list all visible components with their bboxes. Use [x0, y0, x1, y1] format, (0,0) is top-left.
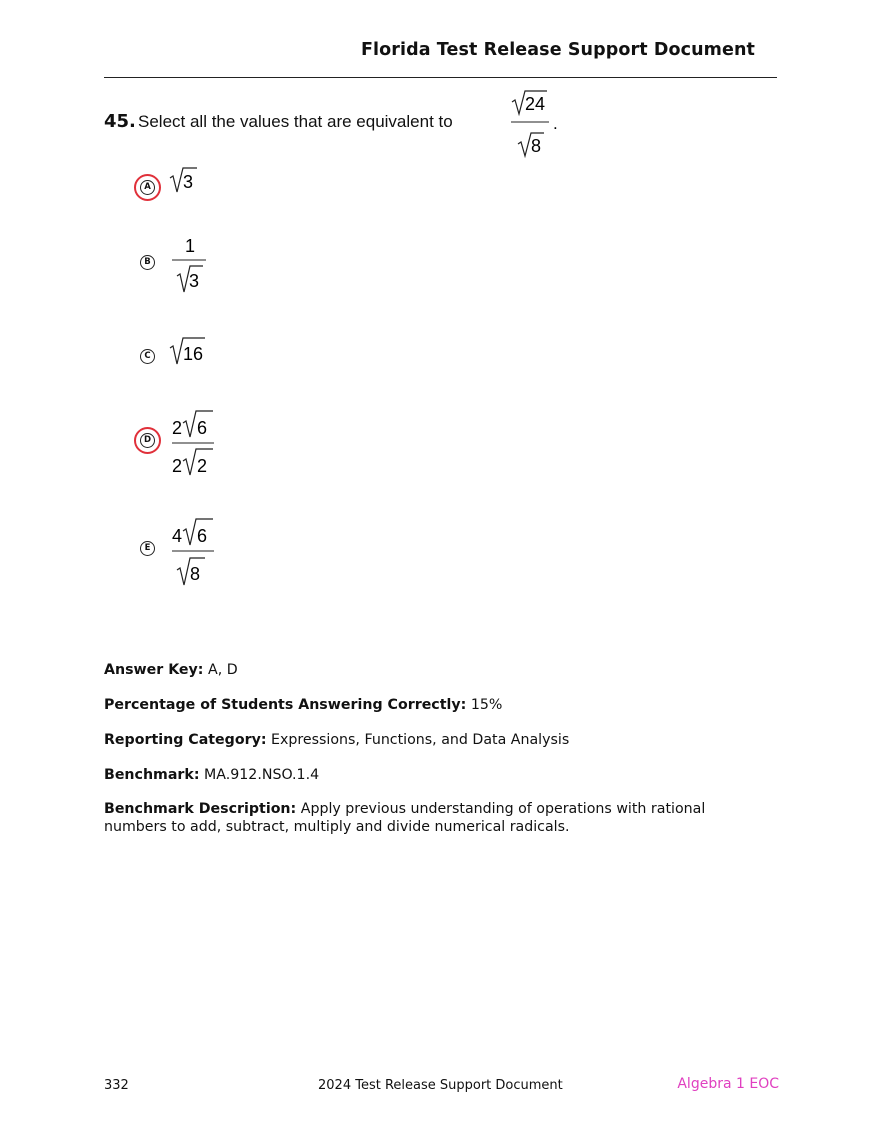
- svg-text:3: 3: [183, 172, 194, 192]
- option-b-bubble[interactable]: B: [140, 255, 155, 270]
- option-c-expression[interactable]: [168, 334, 218, 368]
- option-d-bubble[interactable]: D: [140, 433, 155, 448]
- svg-text:6: 6: [197, 418, 208, 438]
- answer-key-value: A, D: [208, 662, 238, 678]
- option-a-expression[interactable]: [168, 164, 208, 196]
- benchmark-value: MA.912.NSO.1.4: [204, 767, 320, 783]
- option-b-expression[interactable]: [168, 234, 212, 298]
- stem-denominator: 8: [531, 136, 542, 156]
- stem-expression: [508, 88, 568, 160]
- svg-text:3: 3: [189, 271, 200, 291]
- page-header-title: Florida Test Release Support Document: [360, 40, 755, 60]
- answer-key-label: Answer Key:: [104, 662, 204, 678]
- option-c-bubble[interactable]: C: [140, 349, 155, 364]
- svg-text:4: 4: [172, 526, 183, 546]
- description-value: Apply previous understanding of operations with rational numbers to add, subtract, multiply and divide numerical radicals.: [104, 801, 706, 835]
- answer-key: [104, 661, 238, 679]
- category-value: Expressions, Functions, and Data Analysis: [271, 732, 570, 748]
- header-divider: [104, 77, 777, 78]
- percent-label: Percentage of Students Answering Correctly:: [104, 697, 467, 713]
- page-number: 332: [104, 1078, 129, 1093]
- stem-period: .: [553, 114, 558, 133]
- svg-text:6: 6: [197, 526, 208, 546]
- footer-center-text: 2024 Test Release Support Document: [318, 1078, 563, 1093]
- footer-subject: Algebra 1 EOC: [677, 1076, 779, 1092]
- benchmark: [104, 766, 319, 784]
- description-label: Benchmark Description:: [104, 801, 297, 817]
- option-e-expression[interactable]: [168, 514, 220, 588]
- svg-text:2: 2: [197, 456, 208, 476]
- option-d-expression[interactable]: [168, 406, 220, 478]
- stem-numerator: 24: [525, 94, 546, 114]
- question-text: Select all the values that are equivalent to: [138, 112, 453, 131]
- category-label: Reporting Category:: [104, 732, 267, 748]
- svg-text:16: 16: [183, 344, 204, 364]
- percent-value: 15%: [470, 697, 503, 713]
- benchmark-description: [104, 800, 744, 836]
- svg-text:8: 8: [190, 564, 201, 584]
- benchmark-label: Benchmark:: [104, 767, 200, 783]
- option-a-bubble[interactable]: A: [140, 180, 155, 195]
- option-e-bubble[interactable]: E: [140, 541, 155, 556]
- svg-text:1: 1: [185, 236, 196, 256]
- svg-text:2: 2: [172, 418, 183, 438]
- svg-text:2: 2: [172, 456, 183, 476]
- percent-correct: [104, 696, 502, 714]
- question-number: 45.: [104, 111, 136, 132]
- reporting-category: [104, 731, 569, 749]
